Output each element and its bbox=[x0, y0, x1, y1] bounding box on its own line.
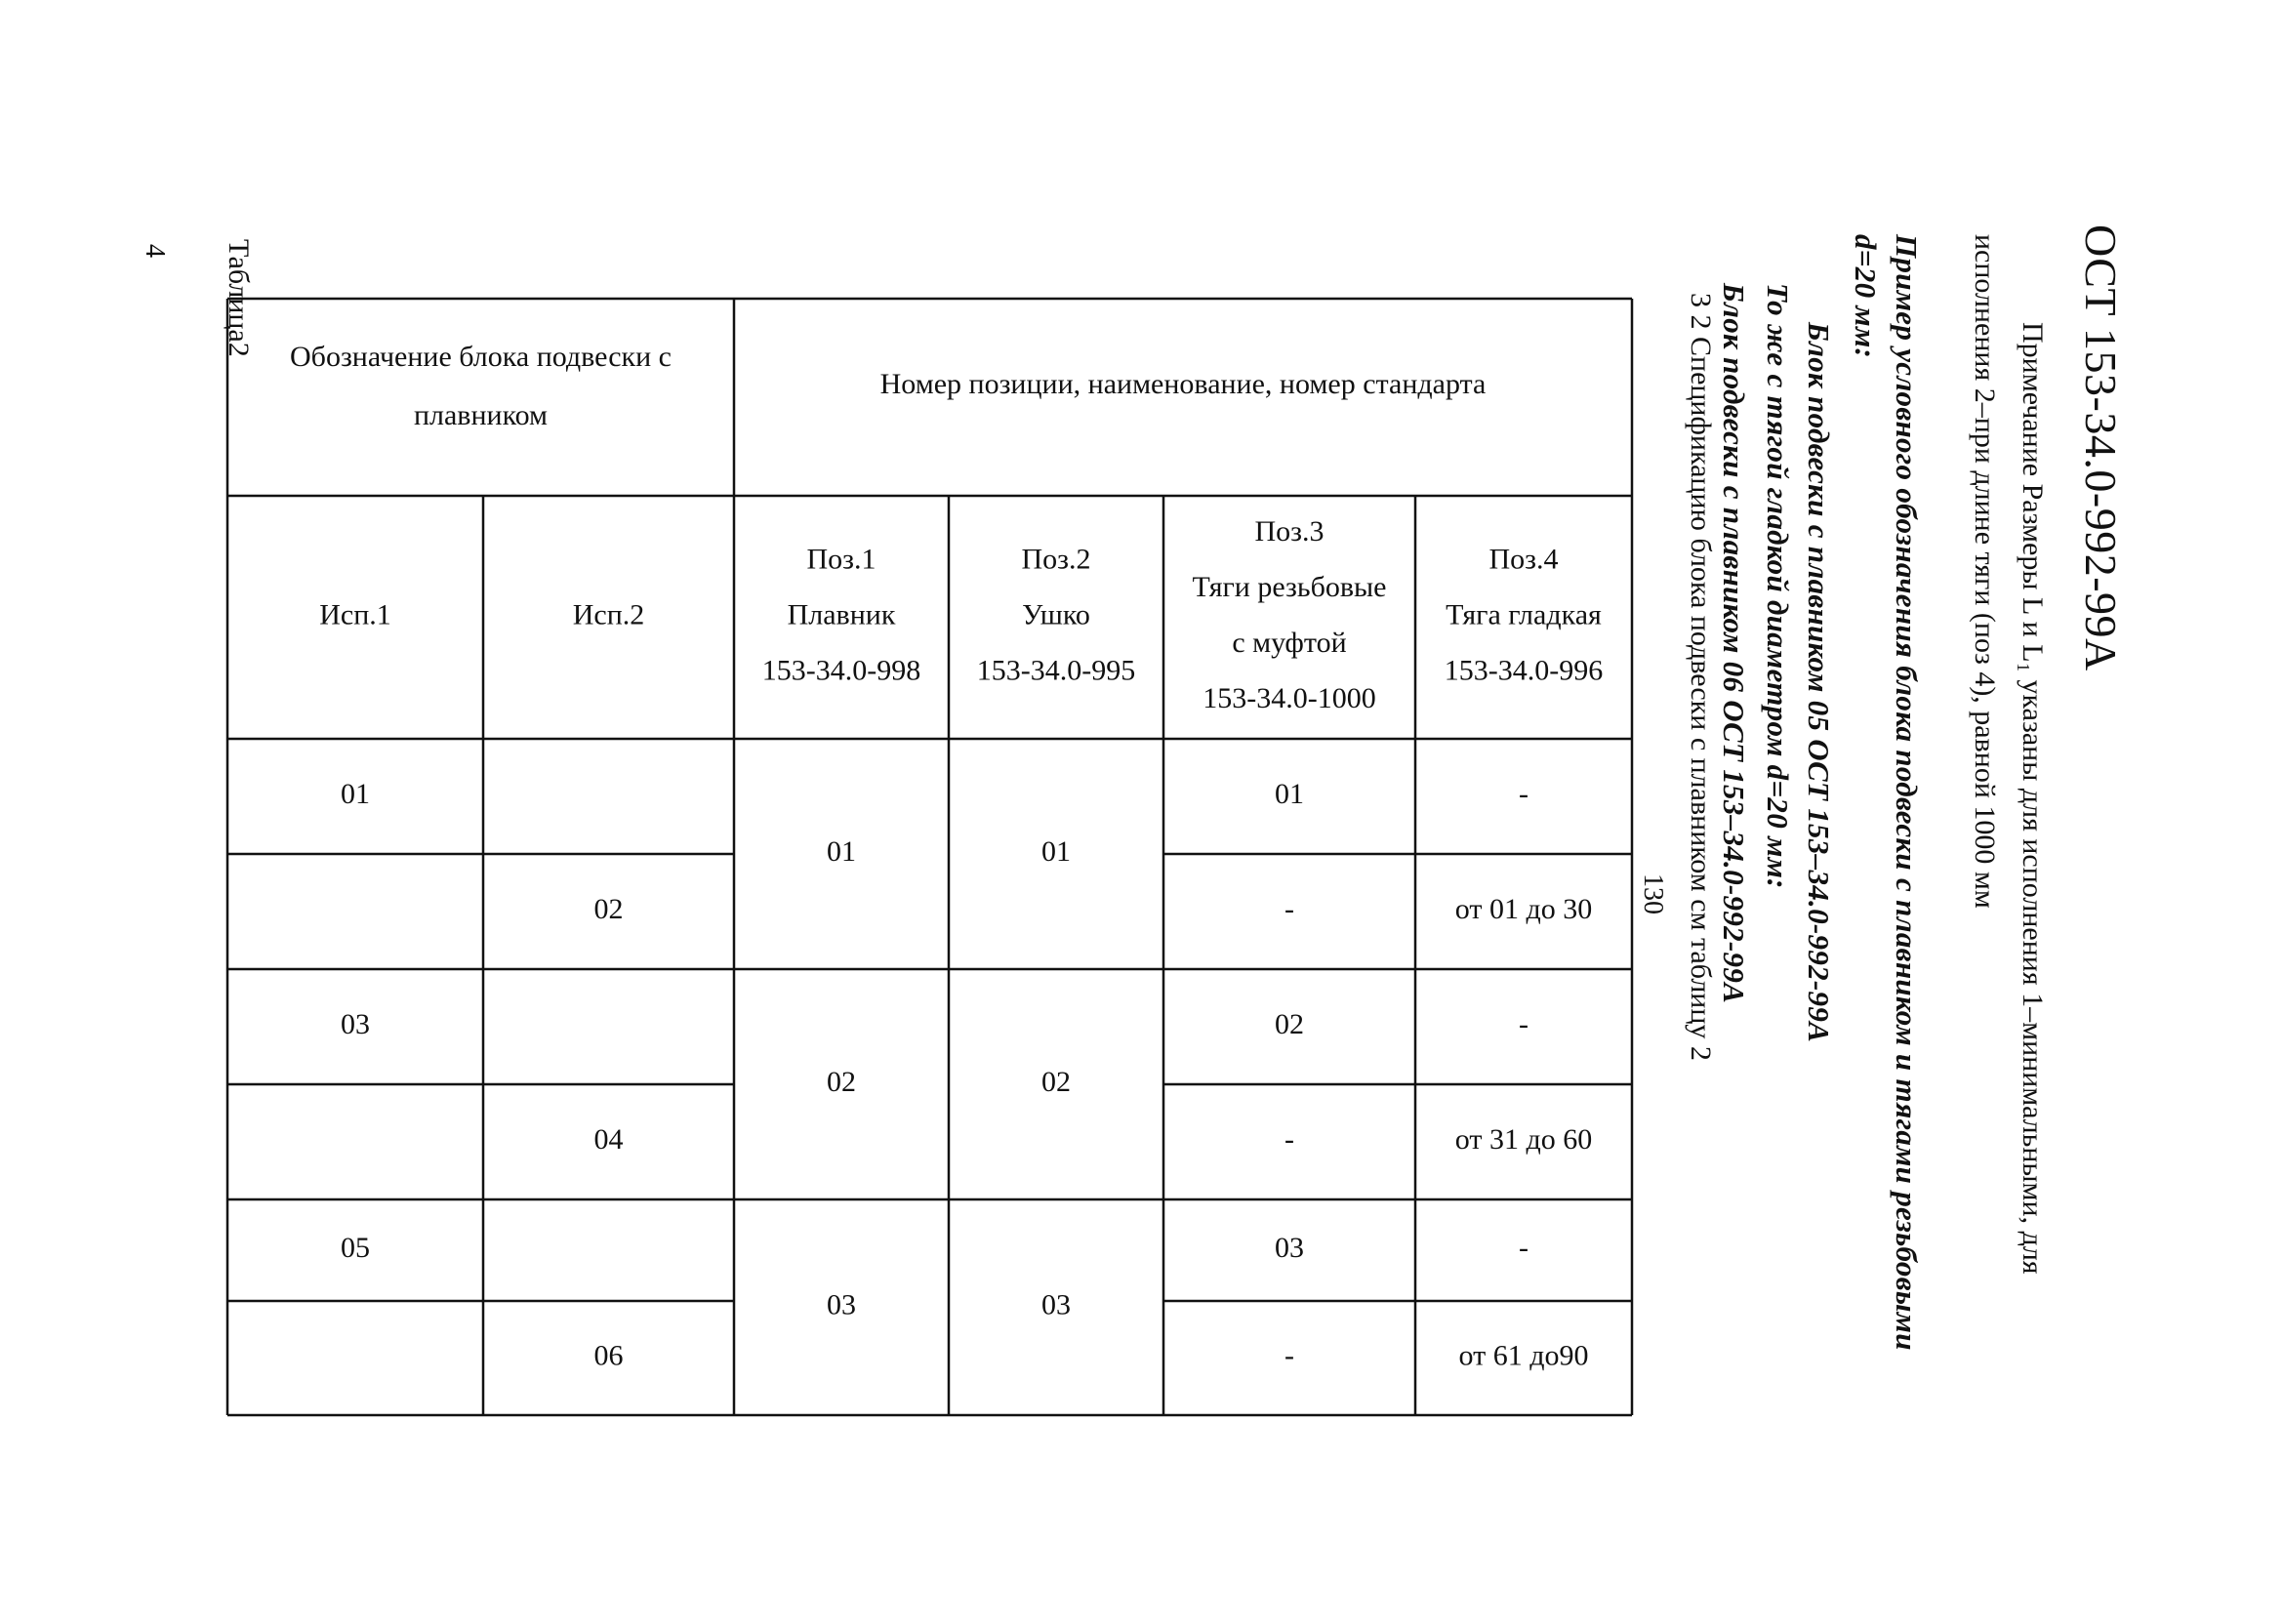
subheader-pos2-line-3: 153-34.0-995 bbox=[976, 654, 1136, 687]
cell-isp1: 05 bbox=[341, 1231, 370, 1264]
example-smooth-rod: То же с тягой гладкой диаметром d=20 мм: bbox=[1761, 283, 1795, 889]
cell-pos1: 02 bbox=[827, 1065, 856, 1098]
cell-pos4: - bbox=[1519, 1231, 1529, 1264]
cell-pos2: 02 bbox=[1041, 1065, 1071, 1098]
cell-isp1: 03 bbox=[341, 1007, 370, 1040]
cell-pos1: 01 bbox=[827, 834, 856, 868]
cell-pos2: 01 bbox=[1041, 834, 1071, 868]
spec-reference: 3 2 Спецификацию блока подвески с плавником см таблицу 2 bbox=[1685, 293, 1717, 1061]
subheader-pos4-line-3: 153-34.0-996 bbox=[1444, 654, 1604, 687]
cell-isp2: 06 bbox=[593, 1339, 624, 1372]
table-label: Таблица2 bbox=[223, 239, 255, 357]
subheader-pos3-line-4: 153-34.0-1000 bbox=[1203, 681, 1376, 714]
header-designation-line-2: плавником bbox=[413, 398, 549, 431]
subheader-isp1: Исп.1 bbox=[319, 598, 391, 631]
subheader-pos1-line-1: Поз.1 bbox=[806, 543, 877, 576]
cell-pos3: 02 bbox=[1275, 1007, 1304, 1040]
cell-pos2: 03 bbox=[1041, 1288, 1071, 1321]
cell-pos4: - bbox=[1519, 1007, 1529, 1040]
note-line-2: исполнения 2–при длине тяги (поз 4), равной 1000 мм bbox=[1969, 234, 2001, 909]
cell-pos4: от 01 до 30 bbox=[1454, 892, 1593, 925]
example-diameter: d=20 мм: bbox=[1849, 234, 1883, 359]
cell-pos4: от 61 до90 bbox=[1458, 1339, 1589, 1372]
cell-isp2: 02 bbox=[593, 892, 624, 925]
cell-pos3: 01 bbox=[1275, 777, 1304, 810]
subheader-isp2: Исп.2 bbox=[572, 598, 645, 631]
cell-pos4: - bbox=[1519, 777, 1529, 810]
page-number: 4 bbox=[140, 244, 170, 258]
subheader-pos4-line-2: Тяга гладкая bbox=[1446, 598, 1602, 631]
example-title: Пример условного обозначения блока подвески с плавником и тягами резьбовыми bbox=[1890, 234, 1924, 1351]
subheader-pos2-line-1: Поз.2 bbox=[1021, 543, 1091, 576]
cell-pos3: - bbox=[1284, 1122, 1294, 1156]
document-code: ОСТ 153-34.0-992-99А bbox=[2076, 224, 2126, 671]
subheader-pos1-line-3: 153-34.0-998 bbox=[761, 654, 921, 687]
subheader-pos3-line-3: с муфтой bbox=[1232, 626, 1347, 659]
cell-isp1: 01 bbox=[341, 777, 370, 810]
subheader-pos2-line-2: Ушко bbox=[1022, 598, 1090, 631]
subheader-pos1-line-2: Плавник bbox=[787, 598, 896, 631]
cell-pos4: от 31 до 60 bbox=[1454, 1122, 1593, 1156]
cell-pos3: - bbox=[1284, 892, 1294, 925]
cell-pos3: - bbox=[1284, 1339, 1294, 1372]
header-positions: Номер позиции, наименование, номер стандарта bbox=[879, 367, 1487, 400]
cell-pos1: 03 bbox=[827, 1288, 856, 1321]
page-folio: 130 bbox=[1638, 873, 1668, 914]
note-line-1: Примечание Размеры L и L₁ указаны для исполнения 1–минимальными, для bbox=[2017, 322, 2049, 1275]
subheader-pos4-line-1: Поз.4 bbox=[1488, 543, 1559, 576]
cell-pos3: 03 bbox=[1275, 1231, 1304, 1264]
cell-isp2: 04 bbox=[593, 1122, 624, 1156]
subheader-pos3-line-2: Тяги резьбовые bbox=[1192, 570, 1387, 603]
example-designation-1: Блок подвески с плавником 05 ОСТ 153–34.0-992-99А bbox=[1802, 322, 1836, 1043]
subheader-pos3-line-1: Поз.3 bbox=[1254, 514, 1325, 548]
header-designation-line-1: Обозначение блока подвески с bbox=[290, 340, 672, 373]
example-designation-2: Блок подвески с плавником 06 ОСТ 153–34.0-992-99А bbox=[1717, 283, 1751, 1004]
